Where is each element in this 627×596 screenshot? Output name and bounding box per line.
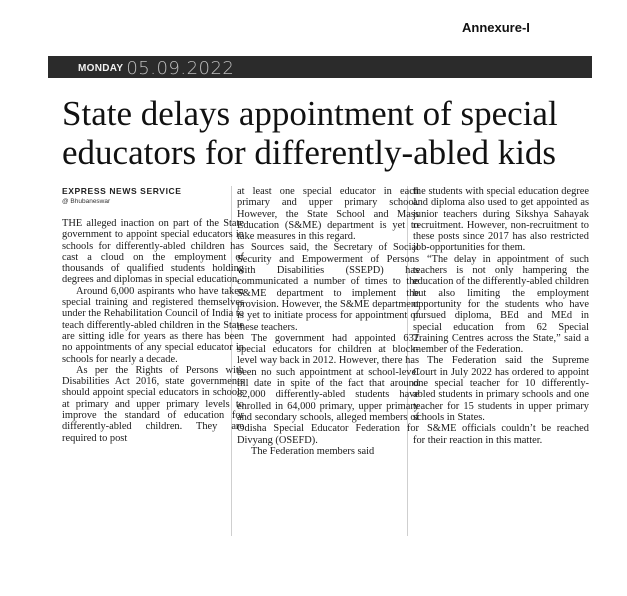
paragraph: THE alleged inaction on part of the State government to appoint special educators in schools for differently-abled children has cast a cloud on the employment of thousands of qualified students holding degrees and diplomas in special education. [62, 218, 244, 286]
byline: EXPRESS NEWS SERVICE [62, 186, 182, 196]
paragraph: The government had appointed 632 special educators for children at block-level way back in 2012. However, there has been no such appointment at school-level till date in spite of the fact that around 82,000 differently-abled students have enrolled in 64,000 primary, upper primary and secondary schools, alleged members of Odisha Special Educator Federation for Divyang (OSEFD). [237, 332, 419, 446]
paragraph: S&ME officials couldn’t be reached for their reaction in this matter. [413, 423, 589, 446]
paragraph: at least one special educator in each primary and upper primary school. However, the State School and Mass Education (S&ME) department is yet to take measures in this regard. [237, 186, 419, 243]
article-column-3 [413, 186, 589, 446]
paragraph: “The delay in appointment of such teachers is not only hampering the education of the differently-abled children but also limiting the employment opportunity for the students who have pursued diploma, BEd and MEd in special education from 62 Special Training Centres across the State,” said a member of the Federation. [413, 253, 589, 356]
byline-place: @ Bhubaneswar [62, 198, 111, 205]
paragraph: The Federation members said [251, 445, 375, 457]
article-column-2 [237, 186, 419, 457]
dateline-bar [48, 56, 592, 78]
paragraph: Sources said, the Secretary of Social Security and Empowerment of Persons with Disabilities (SSEPD) has communicated a number of times to the S&ME department to implement the provision. However, the S&ME department is yet to initiate process for appointment of these teachers. [237, 242, 419, 333]
headline: State delays appointment of special educators for differently-abled kids [62, 94, 558, 172]
annexure-label: Annexure-I [462, 20, 530, 35]
dateline-day: MONDAY [78, 62, 124, 74]
dateline-date: 05.09.2022 [126, 57, 235, 79]
paragraph: As per the Rights of Persons with Disabilities Act 2016, state governments should appoint special educators in schools at primary and upper primary levels to improve the standard of education for differently-abled children. They are required to post [62, 364, 244, 444]
paragraph: Around 6,000 aspirants who have taken special training and registered themselves under the Rehabilitation Council of India to teach differently-abled children in the State are sitting idle for years as there has been no appointments of any special educator in schools for nearly a decade. [62, 285, 244, 365]
paragraph: The Federation said the Supreme Court in July 2022 has ordered to appoint one special teacher for 10 differently-abled students in primary schools and one teacher for 15 students in upper primary schools in States. [413, 355, 589, 423]
article-column-1 [62, 186, 244, 444]
paragraph: the students with special education degree and diploma also used to get appointed as junior teachers during Sikshya Sahayak recruitment. However, non-recruitment to these posts since 2017 has also restricted job-opportunities for them. [413, 186, 589, 254]
